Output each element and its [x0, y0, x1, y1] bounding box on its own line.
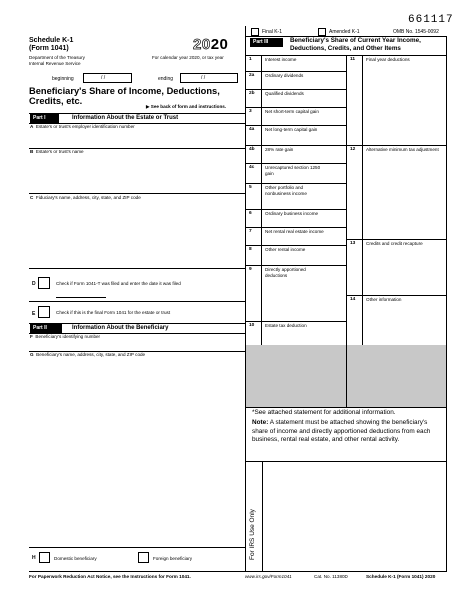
line-g-rule: [29, 547, 245, 548]
line-11-number: 11: [350, 57, 356, 62]
line-2b-label: Qualified dividends: [265, 91, 304, 96]
footer-rule: [29, 571, 447, 572]
line-c-rule: [29, 268, 245, 269]
line-12-number: 12: [350, 147, 356, 152]
line-4a-label: Net long-term capital gain: [265, 127, 318, 132]
beginning-date-input[interactable]: [83, 73, 132, 83]
line-a-text: Estate's or trust's employer identification number: [35, 124, 135, 129]
line-f-letter: F: [30, 334, 33, 339]
calendar-year-text: For calendar year 2020, or tax year: [152, 55, 224, 60]
irs-name: Internal Revenue Service: [29, 61, 81, 66]
line-7-label: Net rental real estate income: [265, 229, 324, 234]
part1-title: Information About the Estate or Trust: [72, 115, 179, 121]
line-g-letter: G: [30, 352, 34, 357]
schedule-title: Schedule K-1: [29, 37, 74, 44]
part1-top-rule: [29, 113, 245, 114]
part3-row-3[interactable]: [246, 107, 346, 125]
ending-date-sep: / /: [201, 75, 206, 81]
line-1-number: 1: [249, 57, 252, 62]
line-c: [30, 195, 141, 201]
line-7-number: 7: [249, 229, 252, 234]
form-code: 661117: [408, 14, 454, 26]
part3-row-5[interactable]: [246, 183, 346, 209]
part3-row-8[interactable]: [246, 245, 346, 265]
line-e-text: Check if this is the final Form 1041 for the estate or trust: [56, 310, 171, 315]
ending-date-input[interactable]: [180, 73, 238, 83]
line-c-letter: C: [30, 195, 34, 200]
note-label: Note:: [252, 419, 269, 426]
line-g: [30, 352, 145, 358]
line-2a-label: Ordinary dividends: [265, 73, 304, 78]
gray-area-right: [347, 345, 446, 407]
part3-row-2a[interactable]: [246, 71, 346, 89]
line-a-letter: A: [30, 124, 34, 129]
part3-row-12[interactable]: [347, 145, 446, 239]
part2-header: [30, 324, 62, 333]
line-4b-number: 4b: [249, 147, 255, 152]
part3-row-7[interactable]: [246, 227, 346, 245]
form-title-line1: Beneficiary's Share of Income, Deductions,: [29, 86, 220, 96]
line-13-number: 13: [350, 241, 356, 246]
line-h-letter: H: [32, 555, 36, 561]
line-4b-label: 28% rate gain: [265, 147, 294, 152]
part3-row-14[interactable]: [347, 295, 446, 345]
part3-label: Part III: [253, 39, 269, 45]
line-8-label: Other rental income: [265, 247, 306, 252]
part3-right-border: [446, 36, 447, 571]
beginning-date-sep: / /: [101, 75, 106, 81]
foreign-checkbox[interactable]: [138, 552, 149, 563]
line-a: [30, 124, 135, 130]
irs-use-only: For IRS Use Only: [249, 509, 256, 560]
part3-row-1[interactable]: [246, 55, 346, 71]
line-5-label: Other portfolio and nonbusiness income: [265, 185, 307, 196]
line-9-label: Directly apportioned deductions: [265, 267, 306, 278]
part3-row-4a[interactable]: [246, 125, 346, 145]
line-b: [30, 149, 84, 155]
part2-label: Part II: [33, 325, 47, 331]
footer-schedule: Schedule K-1 (Form 1041) 2020: [366, 574, 436, 579]
part3-row-4c[interactable]: [246, 163, 346, 183]
line-10-label: Estate tax deduction: [265, 323, 307, 328]
line-11-label: Final year deductions: [366, 57, 410, 62]
line-f-text: Beneficiary's identifying number: [35, 334, 101, 339]
line-c-text: Fiduciary's name, address, city, state, and ZIP code: [35, 195, 141, 200]
domestic-checkbox[interactable]: [39, 552, 50, 563]
beginning-label: beginning: [52, 76, 74, 82]
line-4a-number: 4a: [249, 127, 255, 132]
attached-statement: *See attached statement for additional information.: [252, 409, 396, 416]
line-12-label: Alternative minimum tax adjustment: [366, 147, 439, 152]
line-10-number: 10: [249, 323, 255, 328]
line-6-label: Ordinary business income: [265, 211, 319, 216]
line-d-checkbox[interactable]: [38, 277, 50, 289]
line-b-rule: [29, 193, 245, 194]
final-k1-checkbox[interactable]: [251, 28, 259, 36]
part3-row-10[interactable]: [246, 321, 346, 345]
omb-number: OMB No. 1545-0092: [393, 29, 439, 35]
line-d-rule: [29, 301, 245, 302]
line-4c-label: Unrecaptured section 1250 gain: [265, 165, 321, 176]
part1-label: Part I: [33, 115, 46, 121]
line-e-checkbox[interactable]: [38, 306, 50, 318]
line-e-letter: E: [32, 311, 36, 317]
part2-title: Information About the Beneficiary: [72, 325, 169, 331]
form-title-line2: Credits, etc.: [29, 96, 83, 106]
footer-cat-no: Cat. No. 11380D: [314, 574, 348, 579]
ending-label: ending: [158, 76, 174, 82]
amended-k1-checkbox[interactable]: [318, 28, 326, 36]
form-number: (Form 1041): [29, 45, 69, 52]
irs-use-divider: [262, 461, 263, 571]
line-8-number: 8: [249, 247, 252, 252]
part1-header: [30, 114, 59, 123]
line-9-number: 9: [249, 267, 252, 272]
part3-header: [250, 38, 283, 47]
line-b-text: Estate's or trust's name: [35, 149, 84, 154]
line-5-number: 5: [249, 185, 252, 190]
amended-k1-label: Amended K-1: [329, 29, 360, 35]
line-4c-number: 4c: [249, 165, 255, 170]
final-k1-label: Final K-1: [262, 29, 283, 35]
see-back-note: ▶ See back of form and instructions.: [146, 104, 227, 109]
line-f: [30, 334, 100, 340]
line-g-text: Beneficiary's name, address, city, state, and ZIP code: [36, 352, 146, 357]
line-1-label: Interest income: [265, 57, 297, 62]
part3-row-11[interactable]: [347, 55, 446, 145]
irs-use-top-rule: [245, 461, 447, 462]
domestic-label: Domestic beneficiary: [54, 556, 97, 561]
line-d-text: Check if Form 1041-T was filed and enter the date it was filed: [56, 281, 181, 286]
tax-year-prefix: 20: [193, 36, 211, 53]
foreign-label: Foreign beneficiary: [153, 556, 193, 561]
line-3-label: Net short-term capital gain: [265, 109, 319, 114]
part3-title-line2: Deductions, Credits, and Other Items: [290, 45, 401, 52]
line-b-letter: B: [30, 149, 34, 154]
paperwork-notice: For Paperwork Reduction Act Notice, see the Instructions for Form 1041.: [29, 574, 191, 579]
line-2b-number: 2b: [249, 91, 255, 96]
tax-year-suffix: 20: [210, 36, 229, 53]
part3-row-6[interactable]: [246, 209, 346, 227]
tax-year: [193, 36, 228, 53]
line-d-letter: D: [32, 281, 36, 287]
gray-area-left: [246, 345, 346, 407]
part3-title-line1: Beneficiary's Share of Current Year Income,: [290, 37, 421, 44]
part3-row-9[interactable]: [246, 265, 346, 321]
line-13-label: Credits and credit recapture: [366, 241, 423, 246]
line-2a-number: 2a: [249, 73, 255, 78]
line-14-number: 14: [350, 297, 356, 302]
footer-url: www.irs.gov/Form1041: [245, 574, 292, 579]
note-block: [252, 419, 444, 445]
line-3-number: 3: [249, 109, 252, 114]
part3-row-4b[interactable]: [246, 145, 346, 163]
line-14-label: Other information: [366, 297, 402, 302]
note-text: A statement must be attached showing the beneficiary's share of income and directly apportioned deductions from each business, rental real estate, and other rental activity.: [252, 419, 431, 444]
part3-row-2b[interactable]: [246, 89, 346, 107]
gray-area-bottom-rule: [245, 407, 447, 408]
line-6-number: 6: [249, 211, 252, 216]
line-d-date-input[interactable]: [56, 297, 106, 298]
part3-row-13[interactable]: [347, 239, 446, 295]
department: Department of the Treasury: [29, 55, 85, 60]
